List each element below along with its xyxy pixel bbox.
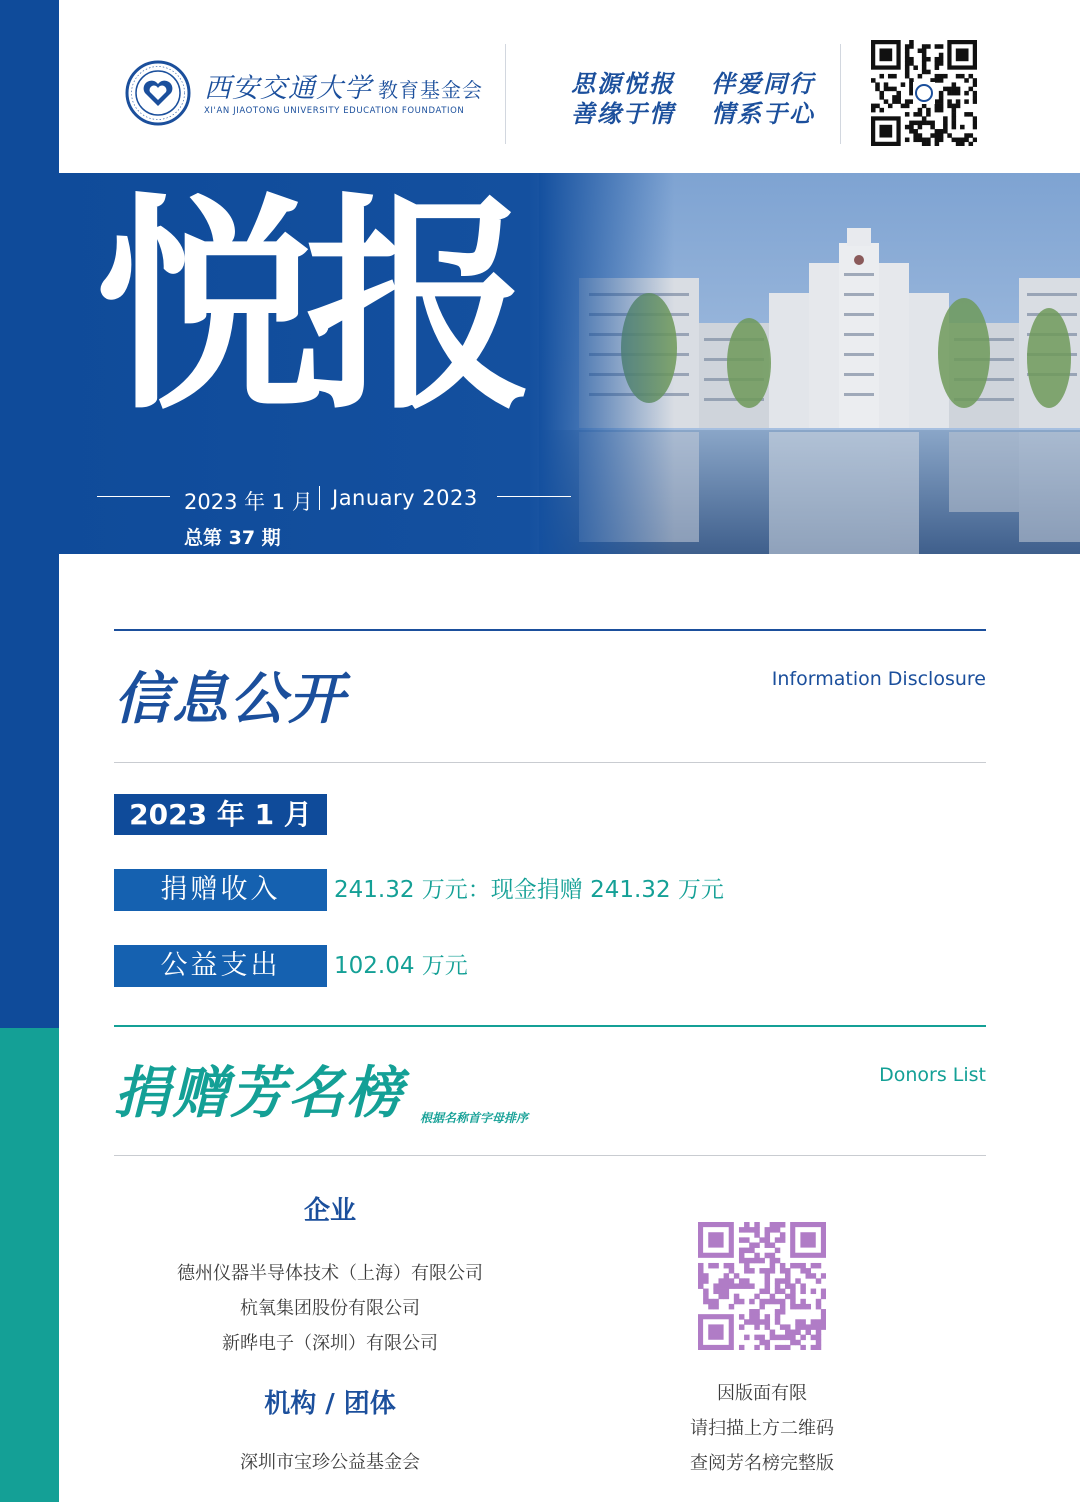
university-emblem-icon <box>125 60 191 126</box>
qr-note-line: 请扫描上方二维码 <box>690 1418 834 1439</box>
date-separator <box>319 486 320 510</box>
section-rule <box>114 1025 986 1027</box>
section-rule <box>114 629 986 631</box>
foundation-name-en: XI'AN JIAOTONG UNIVERSITY EDUCATION FOUNDATION <box>204 106 465 116</box>
qr-note-line: 因版面有限 <box>717 1383 807 1404</box>
section-rule <box>114 1155 986 1156</box>
expense-label: 公益支出 <box>114 945 327 987</box>
donor-section-title: 捐赠芳名榜 <box>114 1061 404 1126</box>
donor-item: 新晔电子（深圳）有限公司 <box>222 1333 438 1354</box>
organization-heading: 机构 / 团体 <box>264 1389 396 1419</box>
slogan-line: 思源悦报 <box>571 69 675 98</box>
slogan-line: 善缘于情 <box>571 99 675 128</box>
header <box>59 0 1080 173</box>
issue-date-cn: 2023 年 1 月 <box>184 490 313 514</box>
qr-note-line: 查阅芳名榜完整版 <box>690 1453 834 1474</box>
campus-building-photo <box>539 173 1080 554</box>
slogan-line: 情系于心 <box>711 99 815 128</box>
expense-value: 102.04 万元 <box>334 953 468 979</box>
header-divider <box>505 44 506 144</box>
income-value: 241.32 万元：现金捐赠 241.32 万元 <box>334 877 724 903</box>
cover-title: 悦报 <box>95 174 515 440</box>
cover-banner <box>59 173 1080 554</box>
left-accent-strip-blue <box>0 0 59 1028</box>
left-accent-strip-teal <box>0 1028 59 1502</box>
qr-code-icon[interactable] <box>698 1222 826 1350</box>
issue-number: 总第 37 期 <box>184 527 281 549</box>
qr-code-icon[interactable] <box>871 40 977 146</box>
decorative-rule <box>97 496 170 497</box>
issue-date-en: January 2023 <box>332 486 478 510</box>
income-label: 捐赠收入 <box>114 869 327 911</box>
foundation-name-cn <box>204 66 483 105</box>
slogan-line: 伴爱同行 <box>711 69 815 98</box>
decorative-rule <box>497 496 571 497</box>
report-date-badge: 2023 年 1 月 <box>114 794 327 835</box>
section-rule <box>114 762 986 763</box>
header-divider <box>840 44 841 144</box>
info-section-title: 信息公开 <box>114 667 346 732</box>
info-section-title-en: Information Disclosure <box>771 668 986 690</box>
donor-item: 杭氧集团股份有限公司 <box>240 1298 420 1319</box>
enterprise-heading: 企业 <box>303 1196 356 1226</box>
donor-section-title-en: Donors List <box>879 1064 986 1086</box>
university-name: 西安交通大学 <box>204 73 372 104</box>
foundation-name-sub: 教育基金会 <box>378 78 483 102</box>
donor-item: 德州仪器半导体技术（上海）有限公司 <box>177 1263 483 1284</box>
donor-sort-note: 根据名称首字母排序 <box>420 1111 529 1125</box>
donor-item: 深圳市宝珍公益基金会 <box>240 1452 420 1473</box>
